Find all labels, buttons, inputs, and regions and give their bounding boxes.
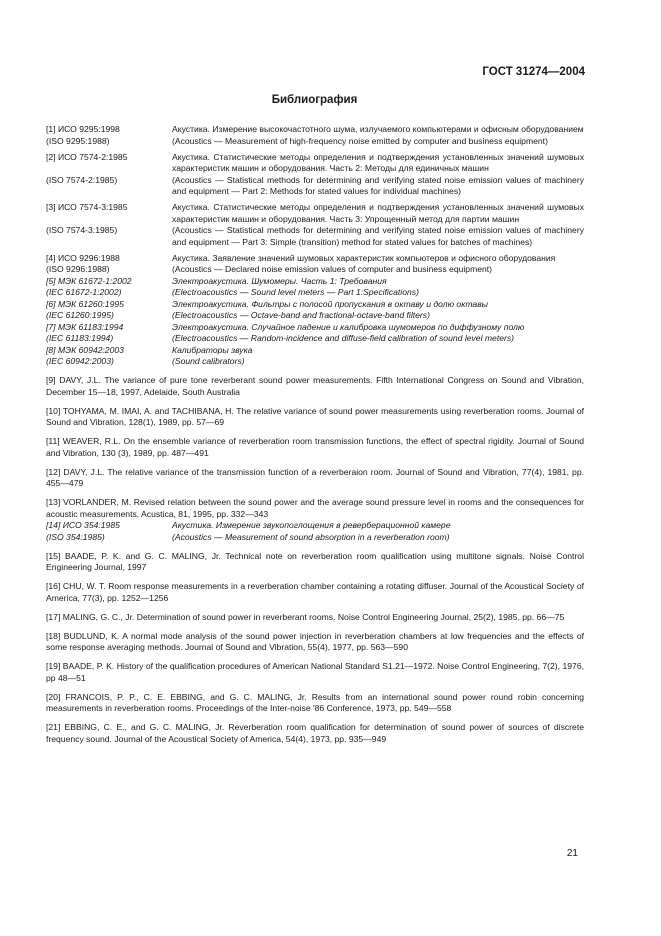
reference-text: Электроакустика. Фильтры с полосой пропускания в октаву и долю октавы — [172, 298, 489, 309]
reference-5-original — [46, 287, 584, 299]
reference-21: [21] EBBING, C. E., and G. C. MALING, Jr. Reverberation room qualification for determination of sound power of sources of discrete frequency sound. Journal of the Acoustical Society of America, 54(4), 1973, pp. 935—949 — [46, 722, 584, 744]
reference-1 — [46, 124, 584, 136]
reference-7-original — [46, 333, 584, 345]
reference-text: Электроакустика. Шумомеры. Часть 1: Требования — [172, 275, 387, 286]
reference-14-original — [46, 532, 584, 544]
reference-11: [11] WEAVER, R.L. On the ensemble variance of reverberation room transmission functions, the effect of spectral rigidity. Journal of Sound and Vibration, 130 (3), 1989, pp. 487—491 — [46, 436, 584, 458]
reference-text: Акустика. Статистические методы определения и подтверждения установленных значений шумовых характеристик машин и оборудования. Часть 2: Методы для единичных машин — [172, 151, 584, 173]
reference-text: (Acoustics — Declared noise emission values of computer and business equipment) — [172, 264, 493, 274]
reference-4-original — [46, 264, 584, 276]
reference-label: (ISO 9295:1988) — [46, 135, 110, 146]
reference-text: (Acoustics — Measurement of sound absorption in a reverberation room) — [172, 531, 450, 542]
reference-9: [9] DAVY, J.L. The variance of pure tone reverberant sound power measurements. Fifth International Congress on Sound and Vibration, December 15—18, 1997, Adelaide, South Australia — [46, 375, 584, 397]
reference-text: (Acoustics — Statistical methods for determining and verifying stated noise emission values of machinery and equipment — Part 2: Methods for stated values for individual machines) — [172, 174, 584, 196]
reference-label: (IEC 61260:1995) — [46, 310, 114, 320]
reference-text: (Electroacoustics — Octave-band and fractional-octave-band filters) — [172, 310, 430, 320]
reference-1-original — [46, 136, 584, 148]
reference-label: [6] МЭК 61260:1995 — [46, 298, 124, 309]
page-number: 21 — [566, 848, 578, 859]
reference-6-original — [46, 310, 584, 322]
reference-3-original — [46, 225, 584, 248]
reference-13: [13] VORLANDER, M. Revised relation between the sound power and the average sound pressure level in rooms and the consequences for acoustic measurements. Acustica, 81, 1995, pp. 332—343 — [46, 497, 584, 519]
reference-2 — [46, 152, 584, 175]
reference-15: [15] BAADE, P. K. and G. C. MALING, Jr. Technical note on reverberation room qualification using multitone signals. Noise Control Engineering Journal, 1997 — [46, 550, 584, 572]
reference-16: [16] CHU, W. T. Room response measurements in a reverberation chamber containing a rotating diffuser. Journal of the Acoustical Society of America, 77(3), pp. 1252—1256 — [46, 581, 584, 603]
reference-label: (IEC 61672-1:2002) — [46, 287, 122, 297]
reference-2-original — [46, 175, 584, 198]
reference-text: Калибраторы звука — [172, 344, 253, 355]
reference-4 — [46, 253, 584, 265]
reference-label: [2] ИСО 7574-2:1985 — [46, 151, 128, 162]
reference-18: [18] BUDLUND, K. A normal mode analysis of the sound power injection in reverberation chambers at low frequencies and the effects of some response averaging methods. Journal of Sound and Vibration, 55(4), 1977, pp. 563—590 — [46, 630, 584, 652]
reference-label: [4] ИСО 9296:1988 — [46, 252, 120, 263]
bibliography-list — [46, 124, 584, 745]
reference-label: (IEC 61183:1994) — [46, 333, 114, 343]
standard-code: ГОСТ 31274—2004 — [482, 66, 585, 78]
reference-text: (Acoustics — Measurement of high-frequency noise emitted by computer and business equipment) — [172, 135, 548, 146]
reference-text: (Sound calibrators) — [172, 356, 245, 366]
reference-label: [14] ИСО 354:1985 — [46, 520, 120, 530]
reference-label: (ISO 7574-2:1985) — [46, 174, 118, 185]
reference-text: (Electroacoustics — Random-incidence and diffuse-field calibration of sound level meters) — [172, 333, 515, 343]
reference-label: [8] МЭК 60942:2003 — [46, 344, 124, 355]
reference-5 — [46, 276, 584, 288]
reference-14 — [46, 520, 584, 532]
reference-label: (ISO 354:1985) — [46, 531, 105, 542]
reference-label: [7] МЭК 61183:1994 — [46, 321, 124, 332]
reference-text: Акустика. Заявление значений шумовых характеристик компьютеров и офисного оборудования — [172, 252, 556, 263]
reference-text: Электроакустика. Случайное падение и калибровка шумомеров по диффузному полю — [172, 321, 525, 332]
reference-label: [5] МЭК 61672-1:2002 — [46, 275, 132, 286]
reference-text: Акустика. Статистические методы определения и подтверждения установленных значений шумовых характеристик машин и оборудования. Часть 3: Упрощенный метод для партии машин — [172, 202, 584, 224]
reference-label: [3] ИСО 7574-3:1985 — [46, 202, 128, 212]
reference-17: [17] MALING, G. C., Jr. Determination of sound power in reverberant rooms. Noise Control Engineering Journal, 25(2), 1985, pp. 66—75 — [46, 611, 565, 622]
reference-20: [20] FRANCOIS, P. P., C. E. EBBING, and G. C. MALING, Jr. Results from an international sound power round robin concerning measurements in reverberation rooms. Proceedings of the Inter-noise '86 Conference, 1973, pp. 549—558 — [46, 691, 584, 713]
reference-label: (ISO 7574-3:1985) — [46, 225, 118, 235]
reference-6 — [46, 299, 584, 311]
reference-8 — [46, 345, 584, 357]
reference-3 — [46, 202, 584, 225]
reference-label: [1] ИСО 9295:1998 — [46, 124, 120, 134]
reference-7 — [46, 322, 584, 334]
reference-label: (ISO 9296:1988) — [46, 264, 110, 274]
reference-10: [10] TOHYAMA, M. IMAI, A. and TACHIBANA, H. The relative variance of sound power measurements using reverberation rooms. Journal of Sound and Vibration, 128(1), 1989, pp. 57—69 — [46, 405, 584, 427]
reference-8-original — [46, 356, 584, 368]
reference-12: [12] DAVY, J.L. The relative variance of the transmission function of a reverberaion room. Journal of Sound and Vibration, 77(4), 1981, pp. 455—479 — [46, 466, 584, 488]
reference-label: (IEC 60942:2003) — [46, 356, 114, 366]
page-title: Библиография — [271, 94, 358, 106]
reference-text: Акустика. Измерение звукопоглощения в реверберационной камере — [172, 520, 451, 530]
reference-text: (Electroacoustics — Sound level meters — Part 1:Specifications) — [172, 287, 419, 297]
reference-19: [19] BAADE, P. K. History of the qualification procedures of American National Standard S1.21—1972. Noise Control Engineering, 7(2), 1976, pp 48—51 — [46, 661, 584, 683]
reference-text: Акустика. Измерение высокочастотного шума, излучаемого компьютерами и офисным оборудованием — [172, 124, 584, 134]
reference-text: (Acoustics — Statistical methods for determining and verifying stated noise emission values of machinery and equipment — Part 3: Simple (transition) method for stated values for batches of machines) — [172, 225, 584, 247]
